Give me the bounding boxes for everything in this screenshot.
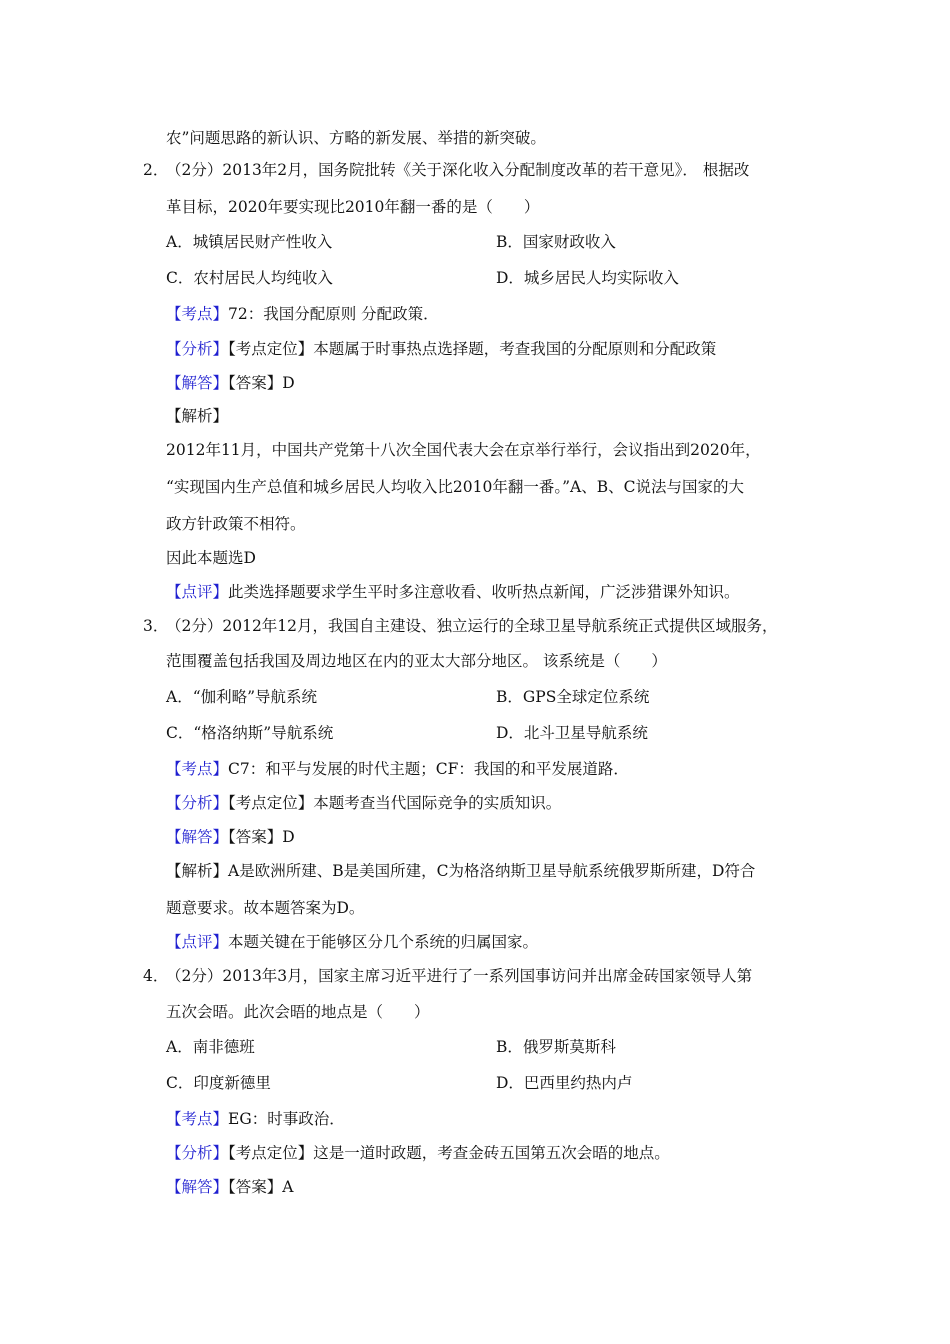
fenxi-line bbox=[166, 1143, 670, 1163]
fenxi-line bbox=[166, 339, 716, 359]
kaodian-tag: 【考点】 bbox=[166, 305, 229, 323]
jieda-text: 【答案】A bbox=[228, 1178, 294, 1196]
paragraph-line: 【解析】A是欧洲所建、B是美国所建，C为格洛纳斯卫星导航系统俄罗斯所建，D符合 bbox=[166, 862, 756, 880]
kaodian-text: EG：时事政治． bbox=[228, 1110, 345, 1128]
question-number: 2． bbox=[143, 161, 169, 179]
paragraph-line: 政方针政策不相符。 bbox=[166, 515, 306, 533]
dianping-line bbox=[166, 932, 538, 952]
jieda-line bbox=[166, 373, 295, 393]
option-d: D．北斗卫星导航系统 bbox=[496, 724, 648, 742]
fenxi-tag: 【分析】 bbox=[166, 794, 229, 812]
kaodian-text: 72：我国分配原则 分配政策． bbox=[228, 305, 439, 323]
jieda-tag: 【解答】 bbox=[166, 828, 229, 846]
fenxi-tag: 【分析】 bbox=[166, 1144, 229, 1162]
dianping-tag: 【点评】 bbox=[166, 583, 229, 601]
jieda-text: 【答案】D bbox=[228, 374, 295, 392]
option-b: B．国家财政收入 bbox=[496, 233, 616, 251]
kaodian-line bbox=[166, 304, 439, 324]
fenxi-tag: 【分析】 bbox=[166, 340, 229, 358]
jieda-line bbox=[166, 827, 295, 847]
kaodian-tag: 【考点】 bbox=[166, 760, 229, 778]
option-c: C．印度新德里 bbox=[166, 1074, 271, 1092]
fenxi-text: 【考点定位】本题属于时事热点选择题，考查我国的分配原则和分配政策 bbox=[228, 340, 717, 358]
jieda-text: 【答案】D bbox=[228, 828, 295, 846]
option-d: D．城乡居民人均实际收入 bbox=[496, 269, 679, 287]
kaodian-tag: 【考点】 bbox=[166, 1110, 229, 1128]
dianping-line bbox=[166, 582, 740, 602]
text-line: 农”问题思路的新认识、方略的新发展、举措的新突破。 bbox=[166, 129, 546, 147]
option-c: C．农村居民人均纯收入 bbox=[166, 269, 333, 287]
question-number: 3． bbox=[143, 617, 169, 635]
jieda-line bbox=[166, 1177, 293, 1197]
question-text: 革目标，2020年要实现比2010年翻一番的是（ ） bbox=[166, 198, 540, 216]
question-text: （2分）2013年2月，国务院批转《关于深化收入分配制度改革的若干意见》． 根据改 bbox=[166, 161, 750, 179]
option-a: A．城镇居民财产性收入 bbox=[166, 233, 333, 251]
option-c: C．“格洛纳斯”导航系统 bbox=[166, 724, 334, 742]
option-b: B．GPS全球定位系统 bbox=[496, 688, 650, 706]
option-b: B．俄罗斯莫斯科 bbox=[496, 1038, 616, 1056]
option-a: A．“伽利略”导航系统 bbox=[166, 688, 318, 706]
option-d: D．巴西里约热内卢 bbox=[496, 1074, 633, 1092]
jieda-tag: 【解答】 bbox=[166, 1178, 229, 1196]
dianping-tag: 【点评】 bbox=[166, 933, 229, 951]
kaodian-line bbox=[166, 759, 629, 779]
jieda-tag: 【解答】 bbox=[166, 374, 229, 392]
fenxi-line bbox=[166, 793, 561, 813]
jiexi-heading: 【解析】 bbox=[166, 407, 229, 425]
question-text: （2分）2013年3月，国家主席习近平进行了一系列国事访问并出席金砖国家领导人第 bbox=[166, 967, 753, 985]
question-text: 范围覆盖包括我国及周边地区在内的亚太大部分地区。 该系统是（ ） bbox=[166, 652, 667, 670]
fenxi-text: 【考点定位】本题考查当代国际竞争的实质知识。 bbox=[228, 794, 562, 812]
dianping-text: 此类选择题要求学生平时多注意收看、收听热点新闻，广泛涉猎课外知识。 bbox=[228, 583, 740, 601]
kaodian-line bbox=[166, 1109, 345, 1129]
question-number: 4． bbox=[143, 967, 169, 985]
dianping-text: 本题关键在于能够区分几个系统的归属国家。 bbox=[228, 933, 539, 951]
paragraph-line: 因此本题选D bbox=[166, 549, 256, 567]
option-a: A．南非德班 bbox=[166, 1038, 255, 1056]
paragraph-line: 2012年11月，中国共产党第十八次全国代表大会在京举行举行，会议指出到2020年， bbox=[166, 441, 761, 459]
paragraph-line: “实现国内生产总值和城乡居民人均收入比2010年翻一番。”A、B、C说法与国家的大 bbox=[166, 478, 744, 496]
kaodian-text: C7：和平与发展的时代主题；CF：我国的和平发展道路． bbox=[228, 760, 629, 778]
paragraph-line: 题意要求。故本题答案为D。 bbox=[166, 899, 365, 917]
question-text: 五次会晤。此次会晤的地点是（ ） bbox=[166, 1003, 430, 1021]
question-text: （2分）2012年12月，我国自主建设、独立运行的全球卫星导航系统正式提供区域服务， bbox=[166, 617, 778, 635]
fenxi-text: 【考点定位】这是一道时政题，考查金砖五国第五次会晤的地点。 bbox=[228, 1144, 670, 1162]
